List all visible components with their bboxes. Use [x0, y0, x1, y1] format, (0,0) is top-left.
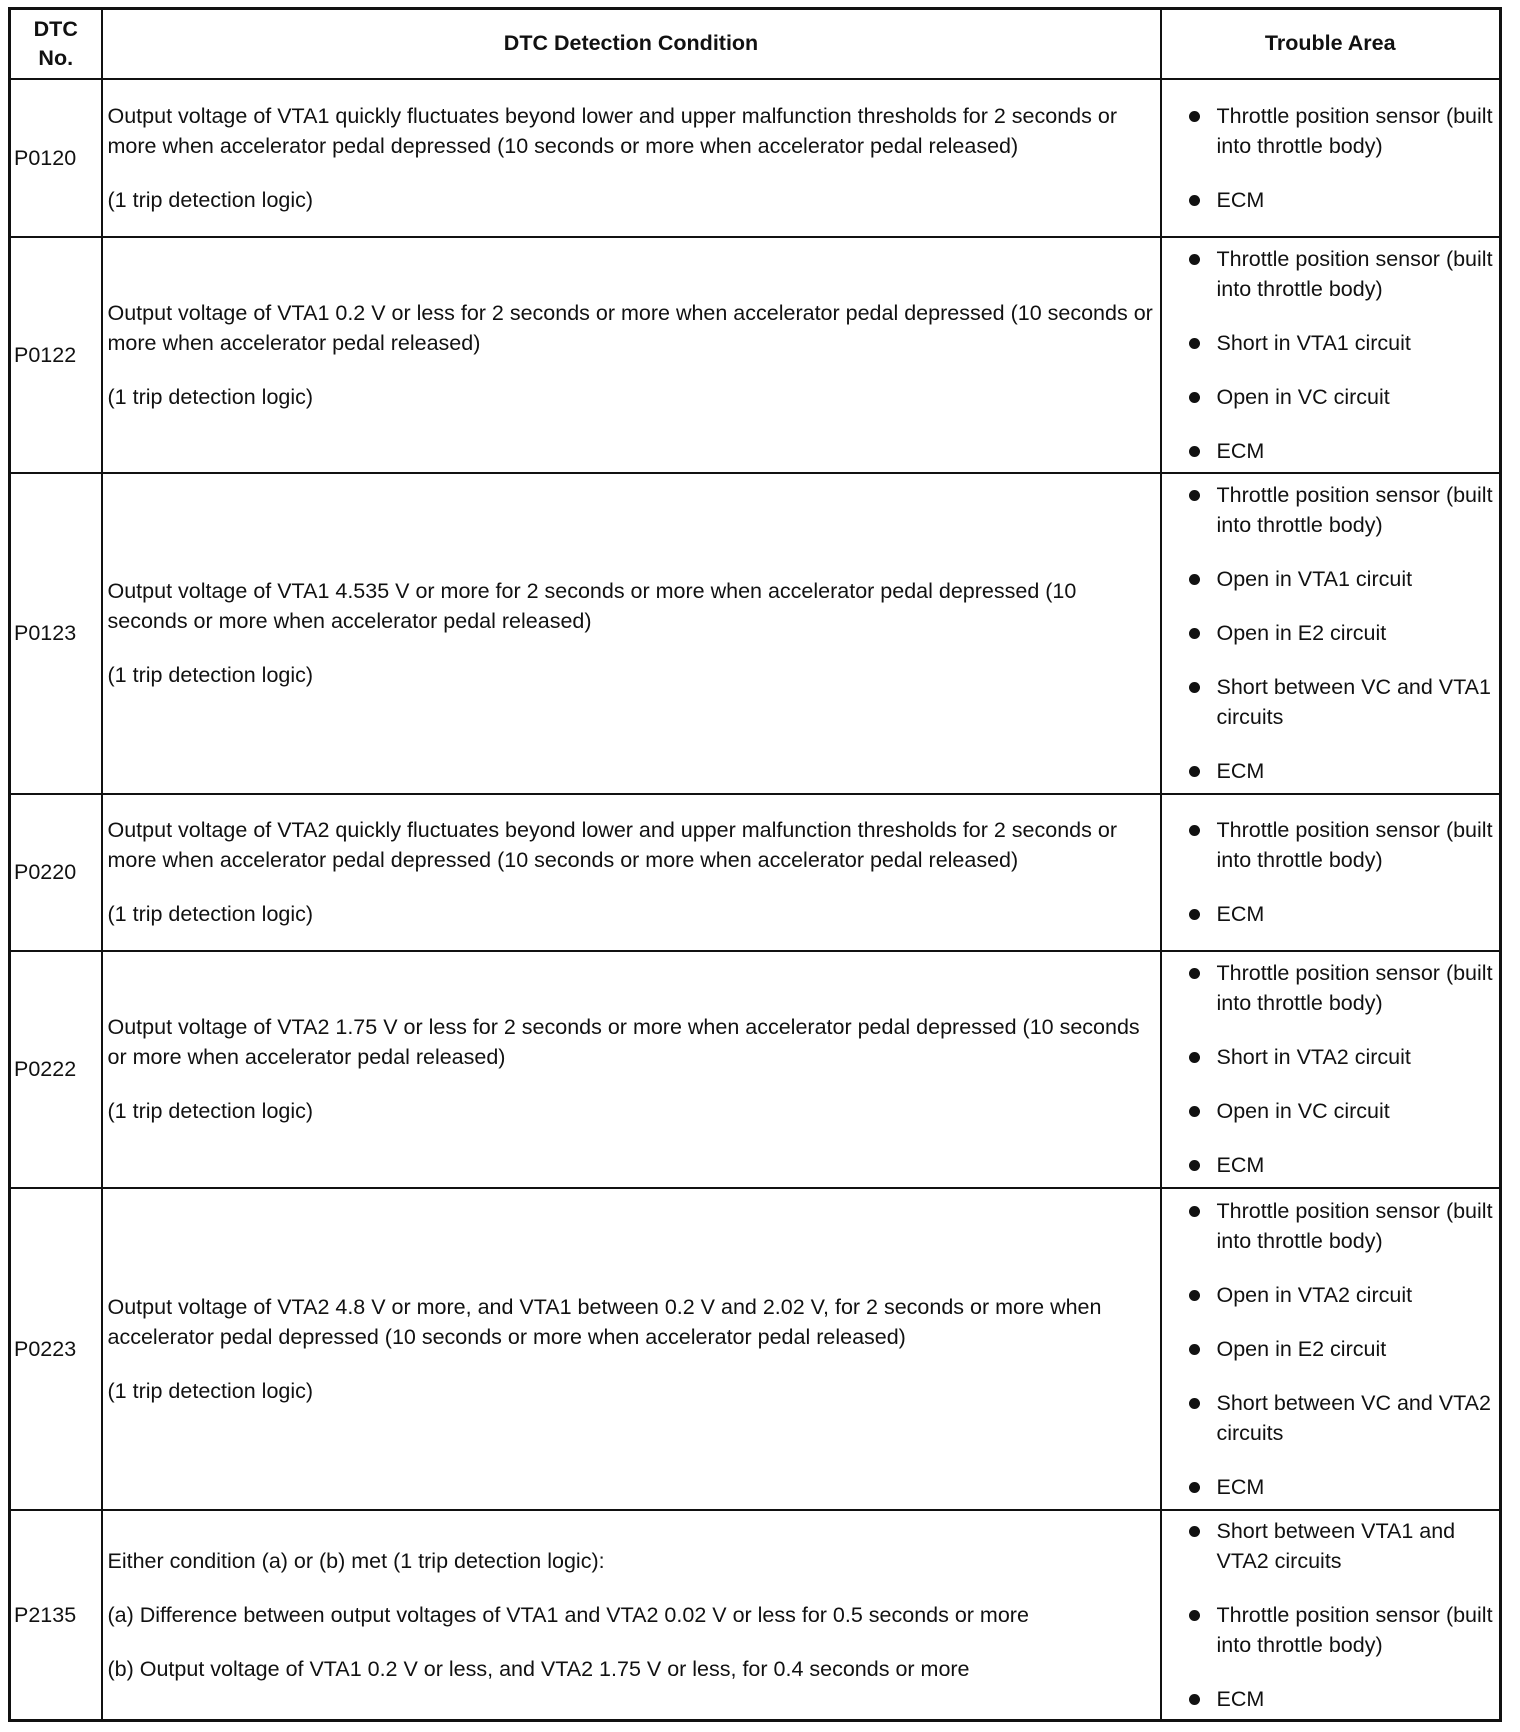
trouble-area-item [1167, 382, 1495, 412]
trouble-area-item [1167, 756, 1495, 786]
table-row [10, 951, 1501, 1188]
trouble-area-text: Throttle position sensor (built into throttle body) [1216, 103, 1493, 158]
condition-paragraph: (b) Output voltage of VTA1 0.2 V or less, and VTA2 1.75 V or less, for 0.4 seconds or more [107, 1656, 970, 1681]
table-row [10, 794, 1501, 951]
trouble-area-item [1167, 1600, 1495, 1660]
trouble-area-text: Throttle position sensor (built into throttle body) [1216, 1602, 1493, 1657]
detection-condition [102, 473, 1161, 794]
detection-condition [102, 1188, 1161, 1510]
condition-paragraph: (1 trip detection logic) [107, 1378, 314, 1403]
trouble-area [1161, 1510, 1501, 1721]
trouble-area-item [1167, 1096, 1495, 1126]
dtc-code: P0222 [10, 951, 102, 1188]
table-row [10, 237, 1501, 473]
condition-paragraph: (1 trip detection logic) [107, 1099, 314, 1123]
bullet-icon [1189, 490, 1200, 501]
bullet-icon [1189, 1610, 1200, 1621]
trouble-area-text: Open in VTA2 circuit [1216, 1282, 1413, 1307]
table-row [10, 473, 1501, 794]
dtc-code: P0122 [10, 237, 102, 473]
bullet-icon [1189, 1526, 1200, 1537]
trouble-area-text: Open in VC circuit [1216, 384, 1390, 409]
trouble-area-list [1167, 1516, 1495, 1714]
trouble-area [1161, 79, 1501, 237]
trouble-area-text: Short between VTA1 and VTA2 circuits [1216, 1518, 1456, 1573]
trouble-area-item [1167, 328, 1495, 358]
trouble-area-item [1167, 1388, 1495, 1448]
condition-paragraph: (1 trip detection logic) [107, 187, 314, 212]
table-row [10, 79, 1501, 237]
dtc-code: P0120 [10, 79, 102, 237]
trouble-area-item [1167, 1516, 1495, 1576]
trouble-area-text: ECM [1216, 438, 1265, 463]
trouble-area [1161, 794, 1501, 951]
header-condition: DTC Detection Condition [102, 9, 1161, 79]
bullet-icon [1189, 1106, 1200, 1117]
bullet-icon [1189, 1482, 1200, 1493]
detection-condition [102, 1510, 1161, 1721]
condition-paragraph: (1 trip detection logic) [107, 384, 314, 409]
trouble-area-item [1167, 185, 1495, 215]
bullet-icon [1189, 825, 1200, 836]
trouble-area-text: Throttle position sensor (built into throttle body) [1216, 246, 1493, 301]
trouble-area-item [1167, 101, 1495, 161]
trouble-area-text: Short in VTA2 circuit [1216, 1045, 1411, 1069]
trouble-area-text: Throttle position sensor (built into throttle body) [1216, 483, 1493, 537]
trouble-area-text: ECM [1216, 1153, 1265, 1177]
trouble-area-item [1167, 815, 1495, 875]
dtc-code: P2135 [10, 1510, 102, 1721]
trouble-area-list [1167, 480, 1495, 786]
condition-paragraph: Output voltage of VTA1 4.535 V or more for 2 seconds or more when accelerator pedal depressed (10 seconds or more when accelerator pedal released) [107, 579, 1077, 633]
trouble-area-text: Short between VC and VTA1 circuits [1216, 675, 1491, 729]
trouble-area-text: ECM [1216, 187, 1265, 212]
trouble-area-item [1167, 1334, 1495, 1364]
trouble-area [1161, 1188, 1501, 1510]
trouble-area-text: Throttle position sensor (built into throttle body) [1216, 1198, 1493, 1253]
trouble-area-item [1167, 1196, 1495, 1256]
table-row [10, 1188, 1501, 1510]
bullet-icon [1189, 446, 1200, 457]
condition-paragraph: (1 trip detection logic) [107, 902, 314, 926]
trouble-area-item [1167, 1150, 1495, 1180]
detection-condition [102, 79, 1161, 237]
trouble-area-text: ECM [1216, 1474, 1265, 1499]
bullet-icon [1189, 1052, 1200, 1063]
trouble-area-text: Throttle position sensor (built into throttle body) [1216, 961, 1493, 1015]
trouble-area-item [1167, 899, 1495, 929]
trouble-area-item [1167, 958, 1495, 1018]
trouble-area-list [1167, 958, 1495, 1180]
bullet-icon [1189, 1344, 1200, 1355]
bullet-icon [1189, 254, 1200, 265]
bullet-icon [1189, 338, 1200, 349]
trouble-area-text: Short between VC and VTA2 circuits [1216, 1390, 1491, 1445]
detection-condition [102, 794, 1161, 951]
trouble-area-text: Open in E2 circuit [1216, 621, 1387, 645]
trouble-area-text: Open in VTA1 circuit [1216, 567, 1413, 591]
trouble-area-text: Open in E2 circuit [1216, 1336, 1387, 1361]
trouble-area [1161, 237, 1501, 473]
bullet-icon [1189, 968, 1200, 979]
condition-paragraph: (1 trip detection logic) [107, 663, 314, 687]
dtc-code: P0220 [10, 794, 102, 951]
trouble-area-item [1167, 1472, 1495, 1502]
bullet-icon [1189, 1206, 1200, 1217]
dtc-code: P0123 [10, 473, 102, 794]
trouble-area [1161, 473, 1501, 794]
bullet-icon [1189, 392, 1200, 403]
trouble-area-text: Short in VTA1 circuit [1216, 330, 1411, 355]
condition-paragraph: Output voltage of VTA2 quickly fluctuates beyond lower and upper malfunction thresholds for 2 seconds or more when accelerator pedal depressed (10 seconds or more when accelerator pedal released) [107, 818, 1117, 872]
bullet-icon [1189, 1694, 1200, 1705]
table-row [10, 1510, 1501, 1721]
bullet-icon [1189, 1160, 1200, 1171]
bullet-icon [1189, 909, 1200, 920]
bullet-icon [1189, 574, 1200, 585]
condition-paragraph: Either condition (a) or (b) met (1 trip detection logic): [107, 1548, 605, 1573]
bullet-icon [1189, 1398, 1200, 1409]
header-trouble-area: Trouble Area [1161, 9, 1501, 79]
bullet-icon [1189, 111, 1200, 122]
trouble-area-item [1167, 1042, 1495, 1072]
dtc-table [8, 7, 1502, 1722]
trouble-area-item [1167, 564, 1495, 594]
dtc-code: P0223 [10, 1188, 102, 1510]
trouble-area-text: Open in VC circuit [1216, 1099, 1390, 1123]
header-row [10, 9, 1501, 79]
trouble-area-list [1167, 244, 1495, 466]
trouble-area-item [1167, 480, 1495, 540]
trouble-area-text: Throttle position sensor (built into throttle body) [1216, 818, 1493, 872]
bullet-icon [1189, 1290, 1200, 1301]
trouble-area-item [1167, 1280, 1495, 1310]
bullet-icon [1189, 628, 1200, 639]
trouble-area-text: ECM [1216, 759, 1265, 783]
trouble-area-list [1167, 1196, 1495, 1502]
header-dtc-no: DTC No. [10, 9, 102, 79]
trouble-area-text: ECM [1216, 1686, 1265, 1711]
condition-paragraph: Output voltage of VTA1 quickly fluctuates beyond lower and upper malfunction thresholds for 2 seconds or more when accelerator pedal depressed (10 seconds or more when accelerator pedal released) [107, 103, 1117, 158]
trouble-area-item [1167, 244, 1495, 304]
condition-paragraph: (a) Difference between output voltages of VTA1 and VTA2 0.02 V or less for 0.5 seconds or more [107, 1602, 1029, 1627]
trouble-area-list [1167, 101, 1495, 215]
condition-paragraph: Output voltage of VTA2 1.75 V or less for 2 seconds or more when accelerator pedal depressed (10 seconds or more when accelerator pedal released) [107, 1015, 1140, 1069]
bullet-icon [1189, 766, 1200, 777]
trouble-area-item [1167, 1684, 1495, 1714]
condition-paragraph: Output voltage of VTA1 0.2 V or less for 2 seconds or more when accelerator pedal depressed (10 seconds or more when accelerator pedal released) [107, 300, 1153, 355]
trouble-area-text: ECM [1216, 902, 1265, 926]
bullet-icon [1189, 195, 1200, 206]
trouble-area-item [1167, 672, 1495, 732]
trouble-area-item [1167, 436, 1495, 466]
trouble-area [1161, 951, 1501, 1188]
trouble-area-item [1167, 618, 1495, 648]
detection-condition [102, 951, 1161, 1188]
condition-paragraph: Output voltage of VTA2 4.8 V or more, and VTA1 between 0.2 V and 2.02 V, for 2 seconds or more when accelerator pedal depressed (10 seconds or more when accelerator pedal released) [107, 1294, 1102, 1349]
trouble-area-list [1167, 815, 1495, 929]
detection-condition [102, 237, 1161, 473]
bullet-icon [1189, 682, 1200, 693]
